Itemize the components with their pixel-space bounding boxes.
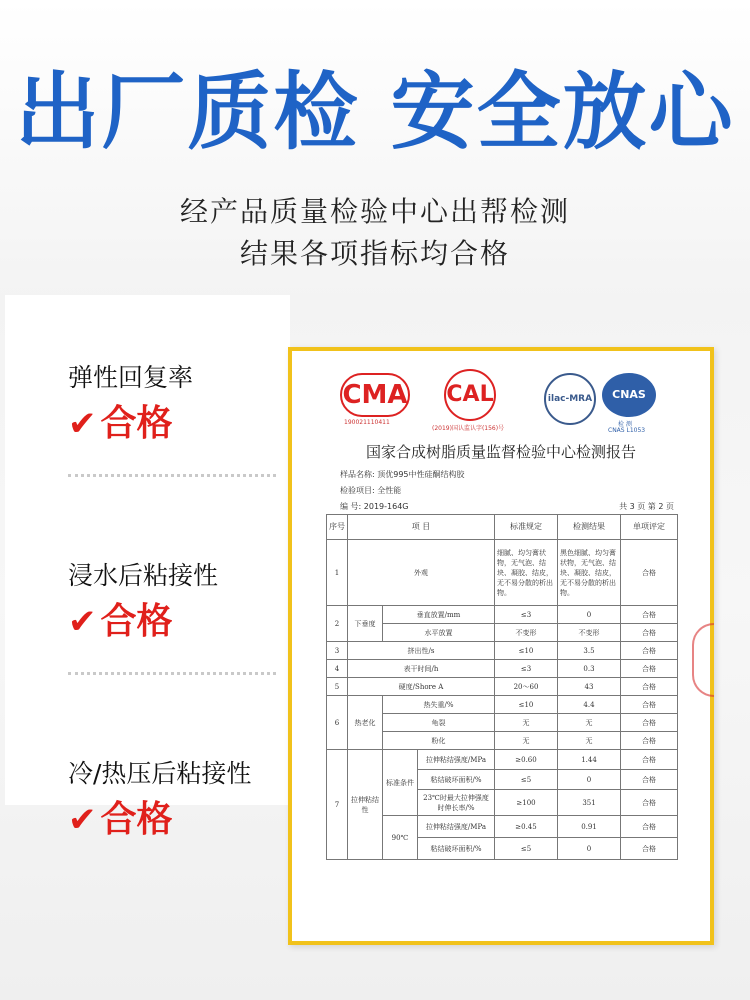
cell: 下垂度 (348, 606, 383, 642)
cell: 合格 (621, 770, 678, 790)
cma-code: 190021110411 (344, 419, 390, 426)
metric-result (68, 402, 193, 446)
page-indicator: 共 3 页 第 2 页 (619, 502, 674, 511)
cell: 硬度/Shore A (348, 678, 495, 696)
header-standard: 标准规定 (495, 515, 558, 540)
cell: 粘结破坏面积/% (418, 838, 495, 860)
cma-logo: CMA (340, 373, 410, 417)
cell: 90℃ (383, 816, 418, 860)
cell: 合格 (621, 540, 678, 606)
metric-label: 浸水后粘接性 (68, 561, 219, 590)
report-table (326, 514, 678, 860)
checkmark-icon: ✔ (68, 800, 97, 840)
header-eval: 单项评定 (621, 515, 678, 540)
test-report-document (288, 347, 714, 945)
metric-label: 弹性回复率 (68, 363, 194, 392)
cell: 0 (558, 770, 621, 790)
cell: 3 (327, 642, 348, 660)
cell: ≤5 (495, 838, 558, 860)
metric-label: 冷/热压后粘接性 (68, 759, 252, 788)
cell: ≤10 (495, 696, 558, 714)
sample-name: 样品名称: 顶优995中性硅酮结构胶 (340, 470, 465, 479)
cell: 黑色细腻、均匀膏状物，无气泡、结块、凝胶、结皮，无不易分散的析出物。 (558, 540, 621, 606)
subtitle-line-1: 经产品质量检验中心出帮检测 (179, 195, 570, 228)
cell: 拉伸粘结强度/MPa (418, 750, 495, 770)
cell: 合格 (621, 750, 678, 770)
cell: 43 (558, 678, 621, 696)
metric-result (68, 600, 218, 644)
cell: 合格 (621, 714, 678, 732)
header-no: 序号 (327, 515, 348, 540)
cell: 粉化 (383, 732, 495, 750)
cell: 合格 (621, 732, 678, 750)
table-row (327, 678, 678, 696)
header-result: 检测结果 (558, 515, 621, 540)
cell: 合格 (621, 790, 678, 816)
report-title: 国家合成树脂质量监督检验中心检测报告 (365, 443, 636, 461)
divider (68, 474, 276, 477)
cell: 热老化 (348, 696, 383, 750)
cell: 垂直放置/mm (383, 606, 495, 624)
cell: 合格 (621, 696, 678, 714)
headline: 出厂质检 安全放心 (15, 63, 735, 161)
cell: 4.4 (558, 696, 621, 714)
cell: 水平放置 (383, 624, 495, 642)
cell: 合格 (621, 678, 678, 696)
cal-logo: CAL (444, 369, 496, 421)
cnas-logo: CNAS (602, 373, 656, 417)
header-item: 项 目 (348, 515, 495, 540)
table-row (327, 660, 678, 678)
cell: 细腻、均匀膏状物，无气泡、结块、凝胶、结皮，无不易分散的析出物。 (495, 540, 558, 606)
cell: 标准条件 (383, 750, 418, 816)
cell: 23℃时最大拉伸强度时伸长率/% (418, 790, 495, 816)
cell: 无 (558, 714, 621, 732)
cell: 7 (327, 750, 348, 860)
result-text: 合格 (100, 601, 173, 642)
cell: ≥0.45 (495, 816, 558, 838)
metric-elastic-recovery (68, 362, 193, 446)
table-row (327, 606, 678, 624)
cell: ≤3 (495, 606, 558, 624)
cell: 3.5 (558, 642, 621, 660)
cell: ≤10 (495, 642, 558, 660)
cell: 2 (327, 606, 348, 642)
cell: 表干时间/h (348, 660, 495, 678)
table-row (327, 696, 678, 714)
cell: ≤3 (495, 660, 558, 678)
cell: 0 (558, 838, 621, 860)
metric-result (68, 798, 251, 842)
cell: 无 (558, 732, 621, 750)
cell: 5 (327, 678, 348, 696)
cell: 合格 (621, 606, 678, 624)
cell: 0 (558, 606, 621, 624)
cell: 1 (327, 540, 348, 606)
metric-water-adhesion (68, 560, 218, 644)
result-text: 合格 (100, 403, 173, 444)
cell: 0.91 (558, 816, 621, 838)
cnas-code: CNAS L1053 (608, 427, 646, 434)
cell: 1.44 (558, 750, 621, 770)
cell: 合格 (621, 838, 678, 860)
cell: 不变形 (495, 624, 558, 642)
table-row (327, 540, 678, 606)
cell: 粘结破坏面积/% (418, 770, 495, 790)
cell: 拉伸粘结强度/MPa (418, 816, 495, 838)
cell: 热失重/% (383, 696, 495, 714)
test-item: 检验项目: 全性能 (340, 486, 402, 495)
cell: 无 (495, 732, 558, 750)
cell: 挤出性/s (348, 642, 495, 660)
cell: 合格 (621, 816, 678, 838)
cell: 外观 (348, 540, 495, 606)
cell: 合格 (621, 660, 678, 678)
cell: ≥0.60 (495, 750, 558, 770)
cell: ≥100 (495, 790, 558, 816)
table-header-row (327, 515, 678, 540)
table-row (327, 642, 678, 660)
cell: 351 (558, 790, 621, 816)
cell: 0.3 (558, 660, 621, 678)
result-text: 合格 (100, 799, 173, 840)
cell: 6 (327, 696, 348, 750)
cal-code: (2019)国认监认字(156)号 (432, 425, 505, 432)
table-row (327, 750, 678, 770)
ilac-mra-logo: ilac-MRA (544, 373, 596, 425)
divider (68, 672, 276, 675)
cell: 无 (495, 714, 558, 732)
subtitle-line-2: 结果各项指标均合格 (239, 237, 510, 270)
cell: 4 (327, 660, 348, 678)
checkmark-icon: ✔ (68, 602, 97, 642)
metric-hot-cold-adhesion (68, 758, 251, 842)
checkmark-icon: ✔ (68, 404, 97, 444)
cell: 拉伸粘结性 (348, 750, 383, 860)
red-seal-stamp (692, 623, 714, 697)
report-number: 编 号: 2019-164G (340, 502, 409, 511)
cnas-caption: 检 测 (618, 421, 632, 428)
cell: 合格 (621, 624, 678, 642)
certification-logos (292, 369, 710, 439)
cell: 20～60 (495, 678, 558, 696)
cell: 不变形 (558, 624, 621, 642)
cell: 合格 (621, 642, 678, 660)
cell: ≤5 (495, 770, 558, 790)
cell: 龟裂 (383, 714, 495, 732)
